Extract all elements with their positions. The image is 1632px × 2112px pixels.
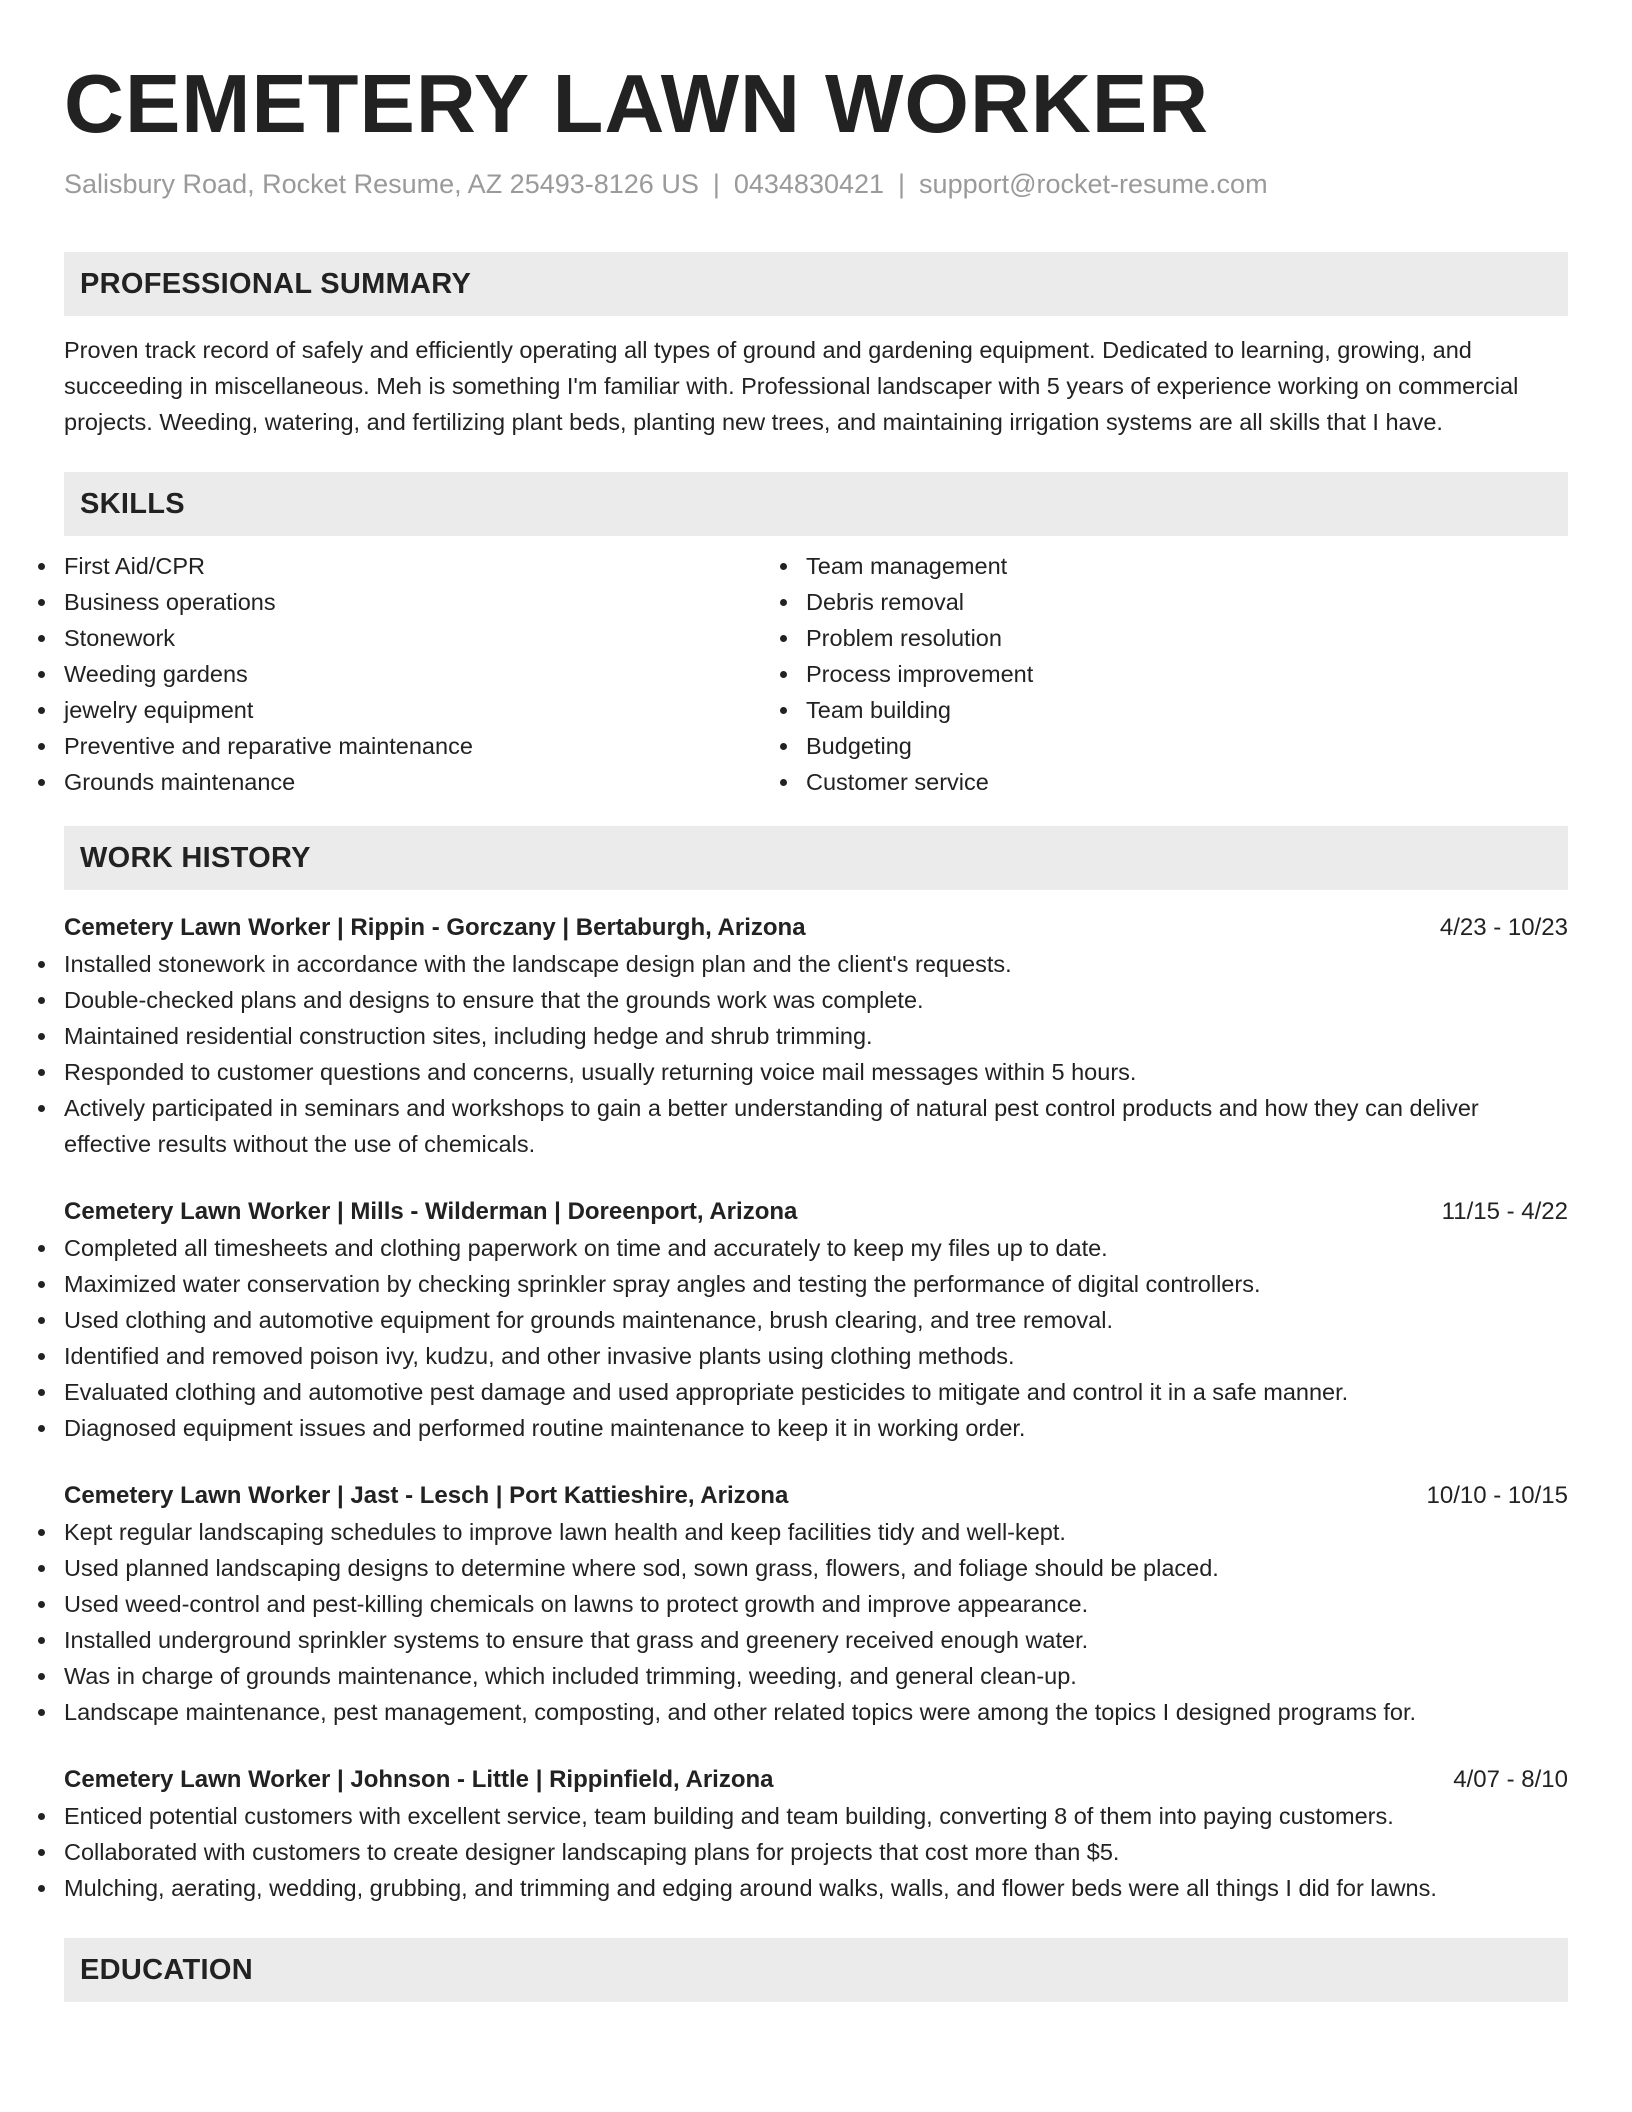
contact-address: Salisbury Road, Rocket Resume, AZ 25493-8126 US — [64, 169, 699, 199]
job-bullet: Actively participated in seminars and workshops to gain a better understanding of natural pest control products and how they can deliver effective results without the use of chemicals. — [64, 1090, 1568, 1162]
job-title: Cemetery Lawn Worker | Rippin - Gorczany | Bertaburgh, Arizona — [64, 914, 806, 941]
skills-column-right — [806, 548, 1548, 800]
job-header — [64, 910, 1568, 946]
job-bullet: Maintained residential construction sites, including hedge and shrub trimming. — [64, 1018, 1568, 1054]
summary-heading: PROFESSIONAL SUMMARY — [64, 252, 1568, 316]
candidate-name: CEMETERY LAWN WORKER — [64, 57, 1210, 150]
job-dates: 11/15 - 4/22 — [1441, 1198, 1568, 1225]
job-bullet: Installed underground sprinkler systems to ensure that grass and greenery received enough water. — [64, 1622, 1568, 1658]
job-dates: 10/10 - 10/15 — [1426, 1482, 1568, 1509]
skill-item: Customer service — [806, 764, 1548, 800]
job-header — [64, 1478, 1568, 1514]
job-bullet: Enticed potential customers with excellent service, team building and team building, converting 8 of them into paying customers. — [64, 1798, 1568, 1834]
job-header — [64, 1194, 1568, 1230]
skill-item: Stonework — [64, 620, 806, 656]
skill-item: Grounds maintenance — [64, 764, 806, 800]
job-bullets — [64, 946, 1568, 1162]
job-bullet: Kept regular landscaping schedules to improve lawn health and keep facilities tidy and well-kept. — [64, 1514, 1568, 1550]
job-bullet: Completed all timesheets and clothing paperwork on time and accurately to keep my files up to date. — [64, 1230, 1568, 1266]
job-bullet: Used planned landscaping designs to determine where sod, sown grass, flowers, and foliage should be placed. — [64, 1550, 1568, 1586]
job-title: Cemetery Lawn Worker | Jast - Lesch | Port Kattieshire, Arizona — [64, 1482, 789, 1509]
job-entry — [64, 1478, 1568, 1730]
job-bullet: Double-checked plans and designs to ensure that the grounds work was complete. — [64, 982, 1568, 1018]
job-bullet: Maximized water conservation by checking sprinkler spray angles and testing the performance of digital controllers. — [64, 1266, 1568, 1302]
skills-list — [64, 548, 1568, 800]
skill-item: Debris removal — [806, 584, 1548, 620]
job-bullet: Used weed-control and pest-killing chemicals on lawns to protect growth and improve appearance. — [64, 1586, 1568, 1622]
job-title: Cemetery Lawn Worker | Johnson - Little | Rippinfield, Arizona — [64, 1766, 774, 1793]
education-heading: EDUCATION — [64, 1938, 1568, 2002]
job-bullet: Evaluated clothing and automotive pest damage and used appropriate pesticides to mitigate and control it in a safe manner. — [64, 1374, 1568, 1410]
job-entry — [64, 1762, 1568, 1906]
job-bullets — [64, 1798, 1568, 1906]
job-bullet: Identified and removed poison ivy, kudzu, and other invasive plants using clothing methods. — [64, 1338, 1568, 1374]
contact-phone: 0434830421 — [733, 169, 885, 199]
job-bullet: Was in charge of grounds maintenance, which included trimming, weeding, and general clean-up. — [64, 1658, 1568, 1694]
skill-item: Business operations — [64, 584, 806, 620]
skills-heading: SKILLS — [64, 472, 1568, 536]
job-bullet: Used clothing and automotive equipment for grounds maintenance, brush clearing, and tree removal. — [64, 1302, 1568, 1338]
contact-line — [64, 166, 1568, 202]
skill-item: Team management — [806, 548, 1548, 584]
job-title: Cemetery Lawn Worker | Mills - Wilderman | Doreenport, Arizona — [64, 1198, 798, 1225]
job-entry — [64, 910, 1568, 1162]
job-bullets — [64, 1230, 1568, 1446]
job-bullets — [64, 1514, 1568, 1730]
contact-separator: | — [898, 169, 906, 199]
job-header — [64, 1762, 1568, 1798]
skill-item: Process improvement — [806, 656, 1548, 692]
skill-item: Weeding gardens — [64, 656, 806, 692]
job-entry — [64, 1194, 1568, 1446]
job-bullet: Collaborated with customers to create designer landscaping plans for projects that cost more than $5. — [64, 1834, 1568, 1870]
skills-column-left — [64, 548, 806, 800]
job-dates: 4/23 - 10/23 — [1439, 914, 1568, 941]
contact-separator: | — [712, 169, 720, 199]
job-bullet: Landscape maintenance, pest management, composting, and other related topics were among the topics I designed programs for. — [64, 1694, 1568, 1730]
job-bullet: Mulching, aerating, wedding, grubbing, and trimming and edging around walks, walls, and flower beds were all things I did for lawns. — [64, 1870, 1568, 1906]
summary-text: Proven track record of safely and efficiently operating all types of ground and gardening equipment. Dedicated to learning, growing, and succeeding in miscellaneous. Meh is something I'm familiar with. Professional landscaper with 5 years of experience working on commercial projects. Weeding, watering, and fertilizing plant beds, planting new trees, and maintaining irrigation systems are all skills that I have. — [64, 337, 1519, 435]
skill-item: jewelry equipment — [64, 692, 806, 728]
job-dates: 4/07 - 8/10 — [1453, 1766, 1568, 1793]
skill-item: Preventive and reparative maintenance — [64, 728, 806, 764]
job-bullet: Installed stonework in accordance with the landscape design plan and the client's requests. — [64, 946, 1568, 982]
job-bullet: Diagnosed equipment issues and performed routine maintenance to keep it in working order. — [64, 1410, 1568, 1446]
skill-item: Problem resolution — [806, 620, 1548, 656]
skill-item: First Aid/CPR — [64, 548, 806, 584]
job-bullet: Responded to customer questions and concerns, usually returning voice mail messages within 5 hours. — [64, 1054, 1568, 1090]
skill-item: Team building — [806, 692, 1548, 728]
contact-email: support@rocket-resume.com — [919, 169, 1268, 199]
work-history-heading: WORK HISTORY — [64, 826, 1568, 890]
skill-item: Budgeting — [806, 728, 1548, 764]
